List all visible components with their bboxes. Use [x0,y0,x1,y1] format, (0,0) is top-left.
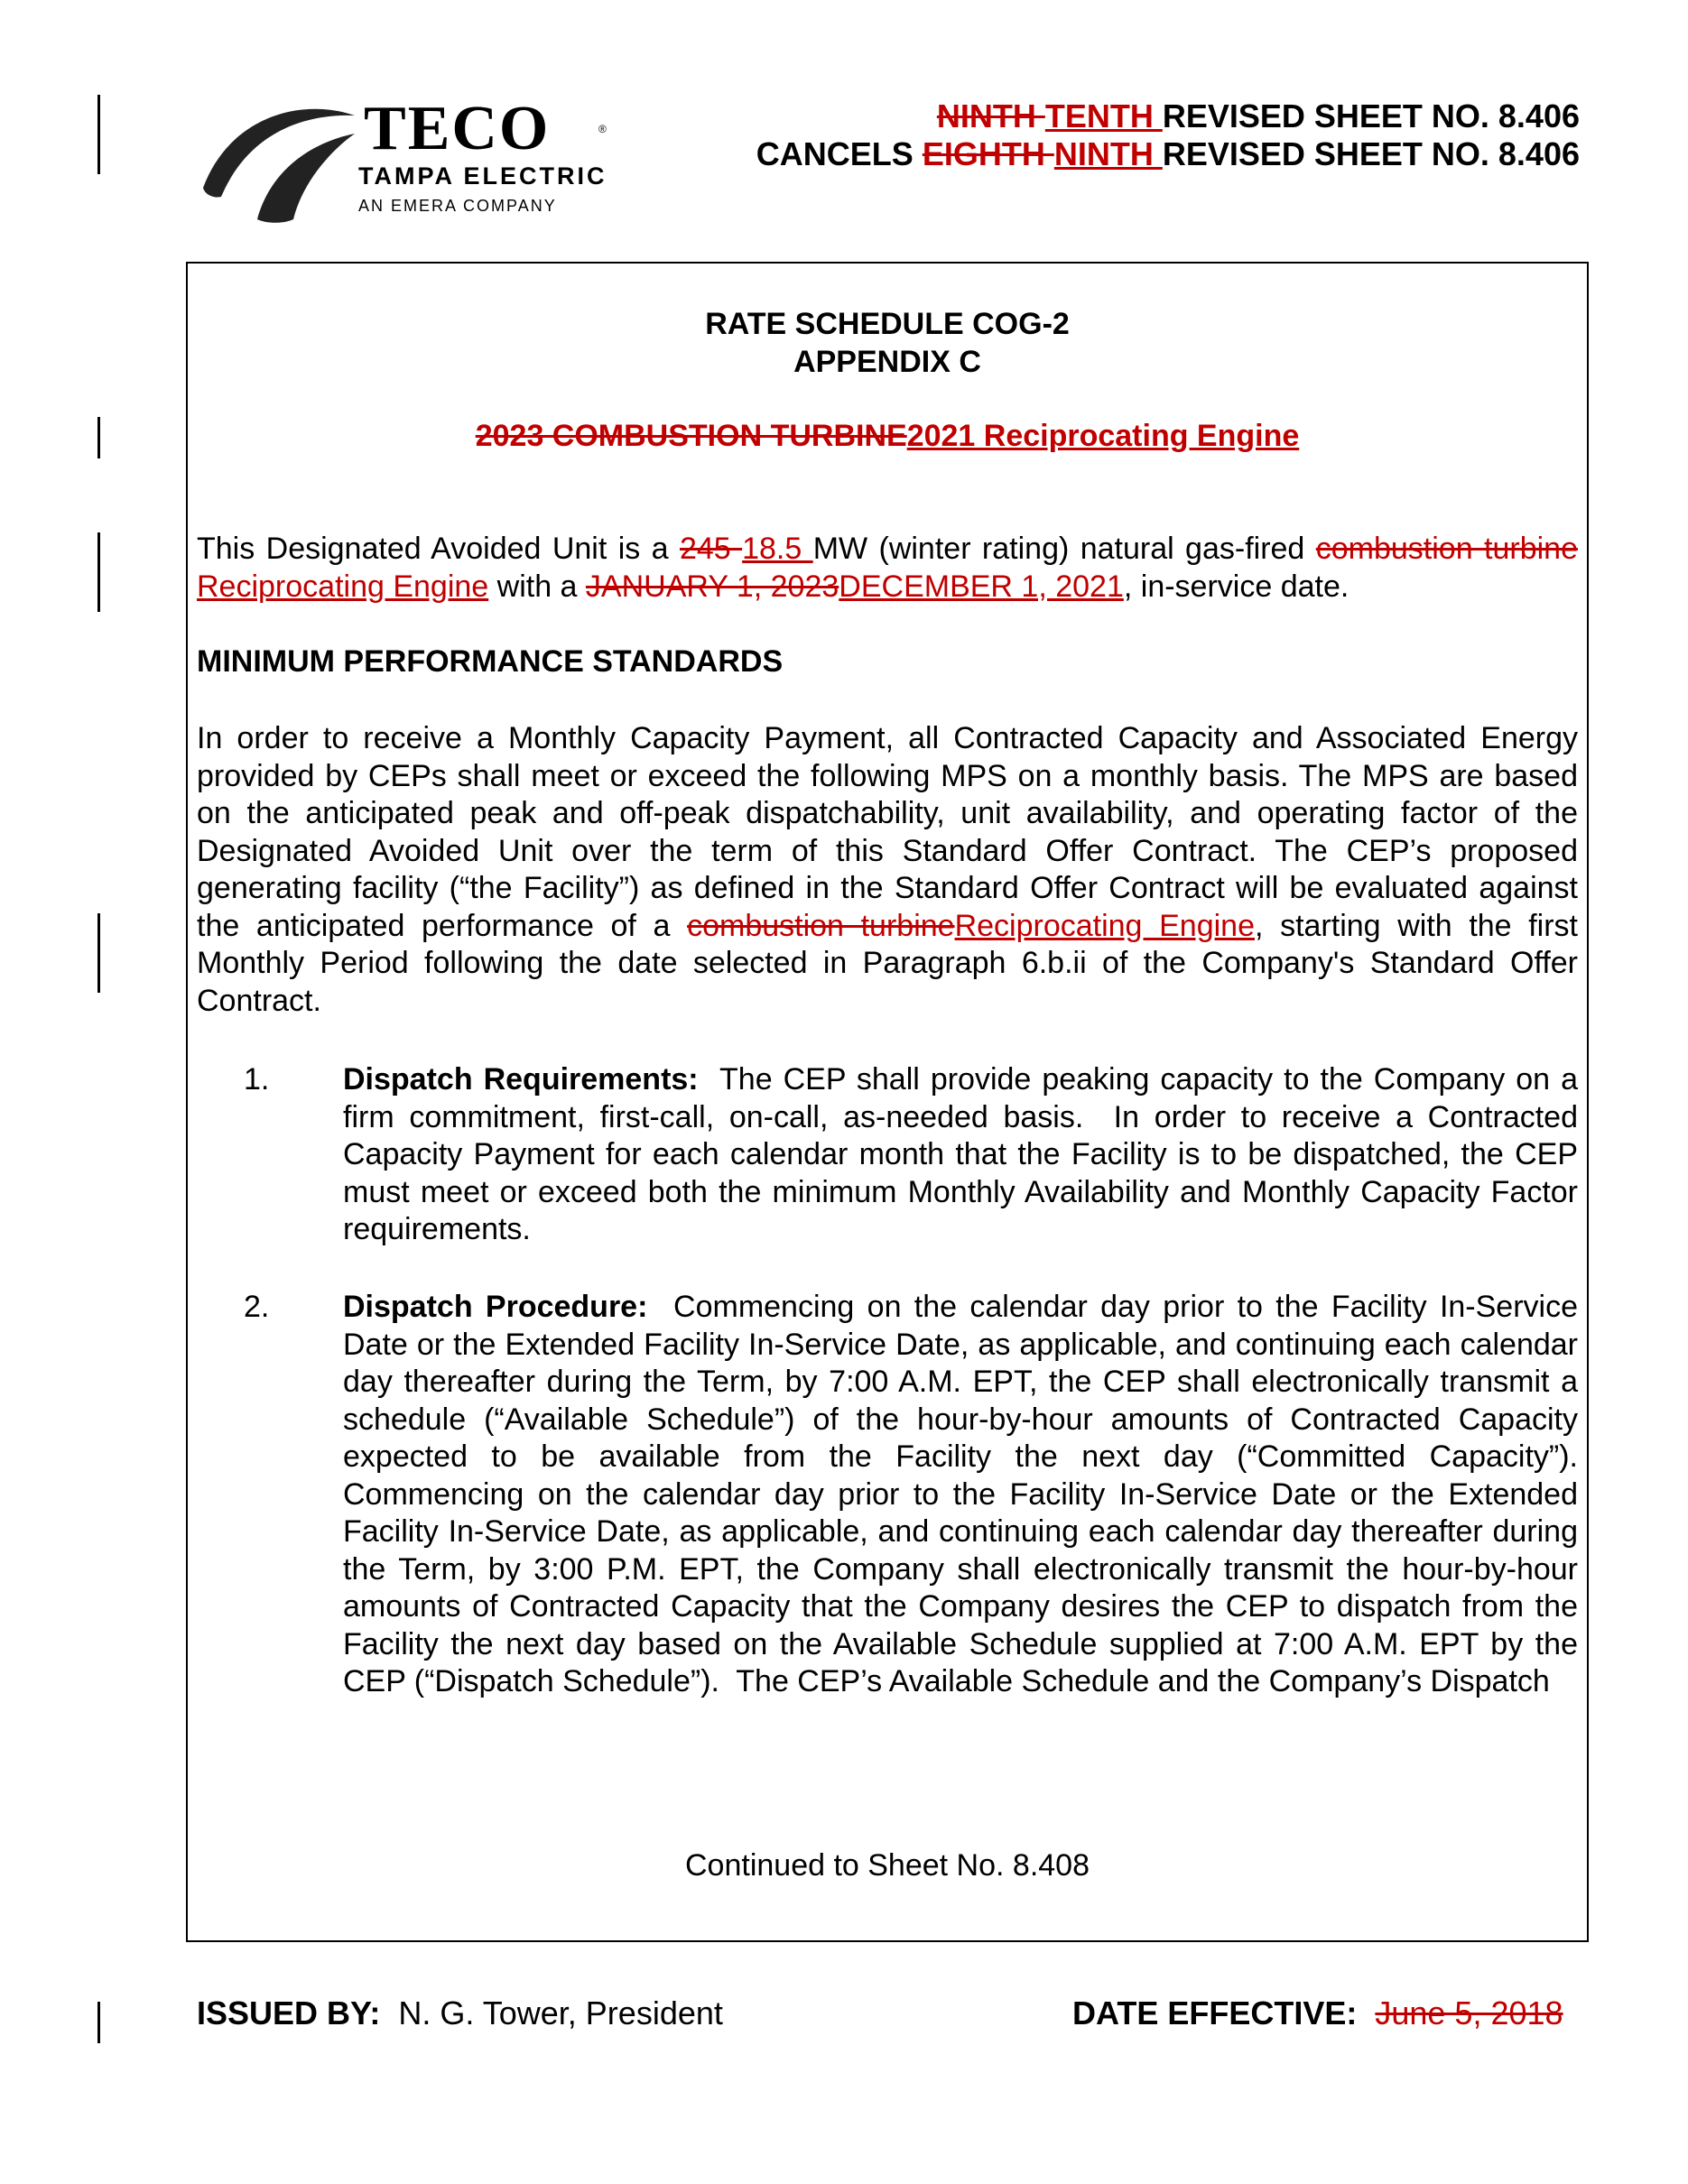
appendix-title: APPENDIX C [793,345,981,379]
issued-by [197,1994,723,2032]
mps-paragraph [197,720,1578,1020]
sheet-number-text: REVISED SHEET NO. 8.406 [1162,97,1580,134]
revision-bar [97,417,100,458]
deleted-text: 245 [679,532,743,566]
unit-title [186,417,1589,455]
item-text: The CEP shall provide peaking capacity to the Company on a firm commitment, first-call, on-call, as-needed basis. In order to receive a Contracted Capacity Payment for each calendar month that the Facility is to be dispatched, the CEP must meet or exceed both the minimum Monthly Availability and Monthly Capacity Factor requirements. [343,1062,1587,1246]
list-item [343,1289,1595,1701]
inserted-text: TENTH [1044,97,1163,134]
revision-bar [97,913,100,993]
cancels-line [756,135,1580,173]
teco-logo [194,94,663,224]
inserted-text: Reciprocating Engine [954,908,1255,943]
deleted-text: JANUARY 1, 2023 [585,569,839,604]
item-text: Commencing on the calendar day prior to the Facility In-Service Date or the Extended Facility In-Service Date, as applicable, and continuing each calendar day thereafter during the Term, by 7:00 A.M. EPT, the CEP shall electronically transmit a schedule (“Available Schedule”) of the hour-by-hour amounts of Contracted Capacity expected to be available from the Facility the next day (“Committed Capacity”). Commencing on the calendar day prior to the Facility In-Service Date or the Extended Facility In-Service Date, as applicable, and continuing each calendar day thereafter during the Term, by 3:00 P.M. EPT, the Company shall electronically transmit the hour-by-hour amounts of Contracted Capacity that the Company desires the CEP to dispatch from the Facility the next day based on the Available Schedule supplied at 7:00 A.M. EPT by the CEP (“Dispatch Schedule”). The CEP’s Available Schedule and the Company’s Dispatch [343,1290,1595,1698]
revision-bar [97,95,100,174]
date-effective [1072,1994,1563,2032]
cancels-label: CANCELS [756,135,923,172]
schedule-title: RATE SCHEDULE COG-2 [705,307,1070,341]
logo-tagline: AN EMERA COMPANY [358,197,557,215]
deleted-text: EIGHTH [922,135,1054,172]
list-item [343,1061,1587,1249]
revision-bar [97,532,100,612]
body-text: This Designated Avoided Unit is a [197,532,680,566]
revision-bar [97,2002,100,2043]
sheet-number-text: REVISED SHEET NO. 8.406 [1162,135,1580,172]
issued-label: ISSUED BY: [197,1994,381,2031]
item-number: 1. [244,1062,270,1097]
deleted-text: NINTH [936,97,1045,134]
continued-note: Continued to Sheet No. 8.408 [685,1848,1090,1883]
swoosh-icon [194,97,357,224]
item-number: 2. [244,1290,270,1324]
item-title: Dispatch Requirements: [343,1062,699,1097]
inserted-text: DECEMBER 1, 2021 [839,569,1124,604]
issued-value: N. G. Tower, President [398,1994,723,2031]
logo-brand: TECO [364,94,551,163]
inserted-text: 2021 Reciprocating Engine [906,419,1300,453]
mps-heading: MINIMUM PERFORMANCE STANDARDS [197,644,784,679]
body-text: , starting with the first Monthly Period following the date selected in Paragraph 6.b.ii of the Company's Standard Offer Contract. [197,908,1579,1018]
deleted-date: June 5, 2018 [1375,1994,1563,2031]
body-text: MW (winter rating) natural gas-fired [812,532,1316,566]
inserted-text: Reciprocating Engine [197,569,489,604]
deleted-text: combustion turbine [1315,532,1578,566]
body-text: In order to receive a Monthly Capacity Payment, all Contracted Capacity and Associated Energy provided by CEPs shall meet or exceed the following MPS on a monthly basis. The MPS are based on the anticipated peak and off-peak dispatchability, unit availability, and operating factor of the Designated Avoided Unit over the term of this Standard Offer Contract. The CEP’s proposed generating facility (“the Facility”) as defined in the Standard Offer Contract will be evaluated against the anticipated performance of a [197,721,1578,943]
inserted-text: NINTH [1053,135,1163,172]
logo-registered-mark: ® [598,123,607,135]
body-text: with a [488,569,586,604]
item-title: Dispatch Procedure: [343,1290,648,1324]
logo-subtitle: TAMPA ELECTRIC [358,162,607,190]
inserted-text: 18.5 [742,532,813,566]
sheet-number-line [937,97,1580,135]
body-text: , in-service date. [1123,569,1349,604]
intro-paragraph [197,531,1578,606]
deleted-text: 2023 COMBUSTION TURBINE [475,419,907,453]
date-label: DATE EFFECTIVE: [1072,1994,1358,2031]
deleted-text: combustion turbine [687,908,955,943]
